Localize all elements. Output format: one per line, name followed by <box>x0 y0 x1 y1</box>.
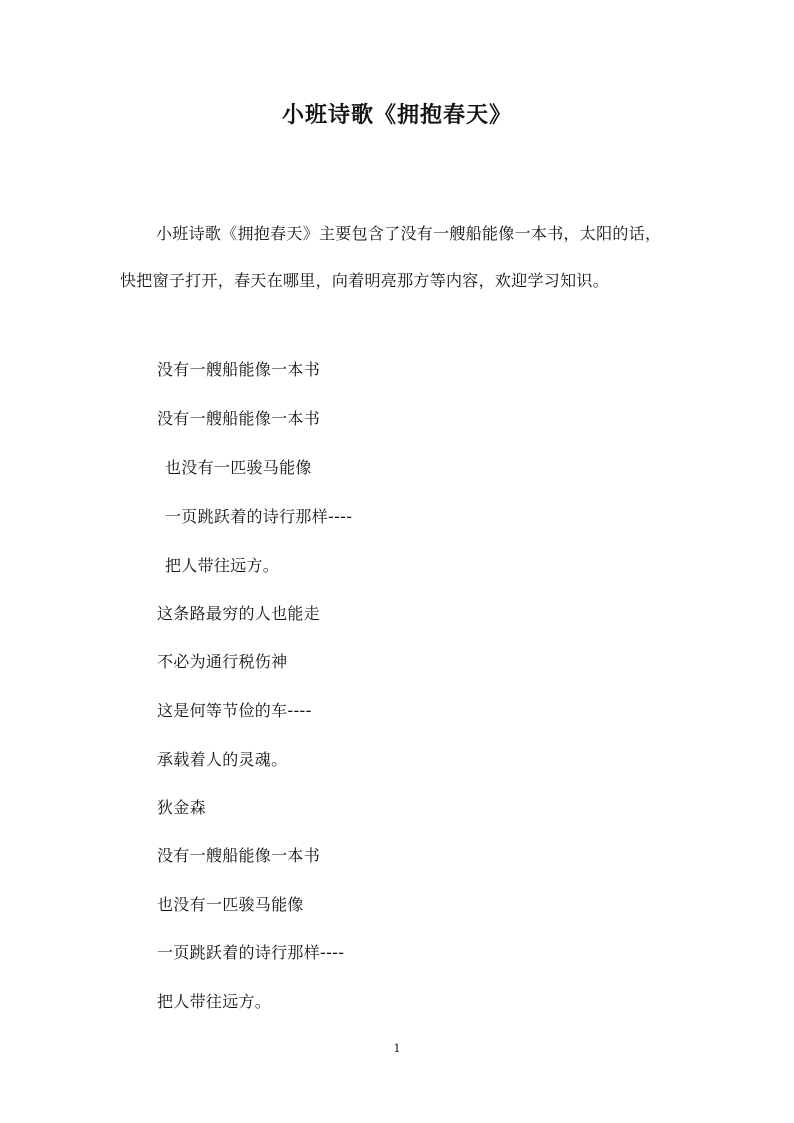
poem-line: 没有一艘船能像一本书 <box>157 846 321 865</box>
poem-line: 没有一艘船能像一本书 <box>157 360 321 379</box>
poem-line: 一页跳跃着的诗行那样---- <box>157 943 345 962</box>
poem-line: 把人带往远方。 <box>165 556 280 575</box>
poem-line: 没有一艘船能像一本书 <box>157 409 321 428</box>
poem-line: 把人带往远方。 <box>157 992 272 1011</box>
page-number: 1 <box>393 1042 401 1055</box>
poem-line: 不必为通行税伤神 <box>157 652 288 671</box>
intro-paragraph: 小班诗歌《拥抱春天》主要包含了没有一艘船能像一本书，太阳的话，快把窗子打开，春天在哪里，向着明亮那方等内容，欢迎学习知识。 <box>120 224 662 290</box>
poem-line: 也没有一匹骏马能像 <box>165 458 312 477</box>
poem-line: 承载着人的灵魂。 <box>157 750 288 769</box>
poem-author: 狄金森 <box>157 798 206 817</box>
poem-line: 这条路最穷的人也能走 <box>157 604 321 623</box>
document-title: 小班诗歌《拥抱春天》 <box>281 102 512 128</box>
poem-line: 这是何等节俭的车---- <box>157 701 312 720</box>
poem-line: 一页跳跃着的诗行那样---- <box>165 507 353 526</box>
poem-line: 也没有一匹骏马能像 <box>157 895 304 914</box>
